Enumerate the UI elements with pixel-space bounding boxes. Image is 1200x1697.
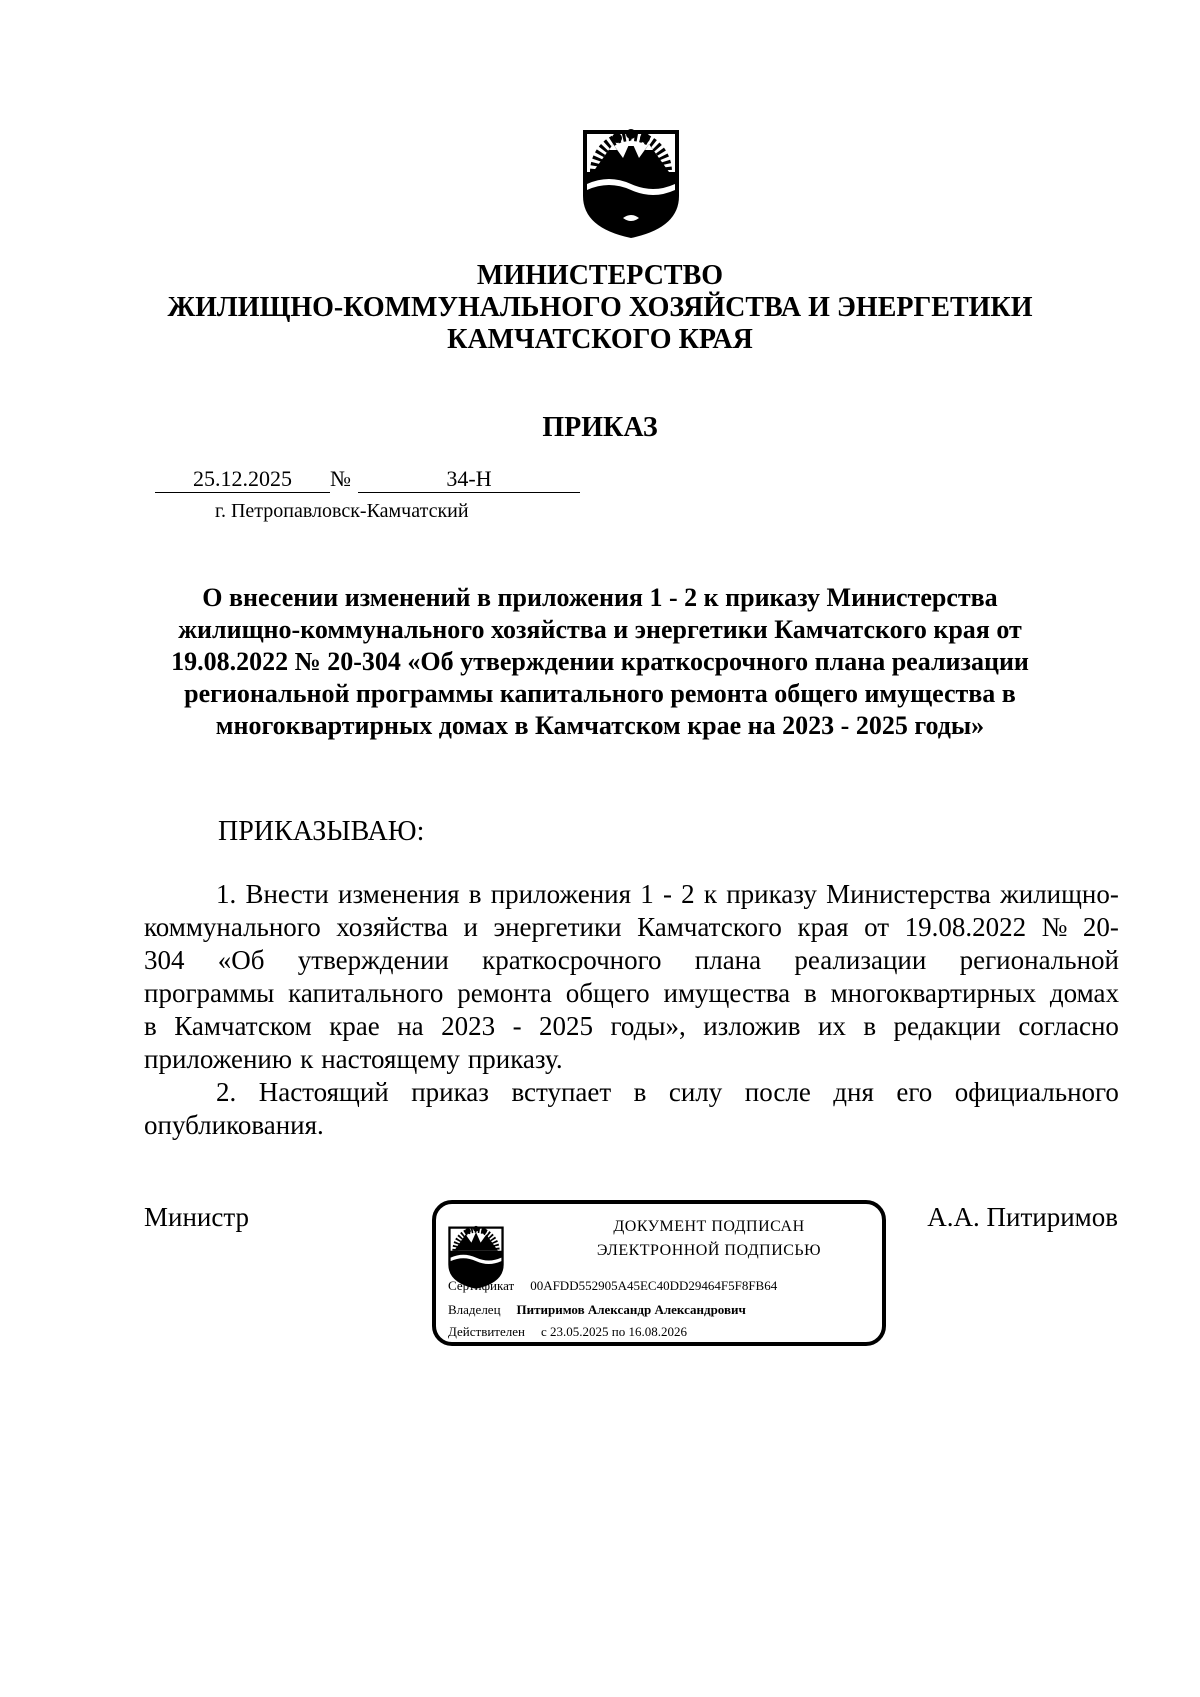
- document-title: [148, 582, 1052, 742]
- coat-of-arms-icon: [579, 112, 683, 240]
- body-word: в: [468, 879, 482, 909]
- body-word: Камчатском: [174, 1011, 312, 1041]
- body-word: его: [896, 1077, 933, 1107]
- body-word: в: [804, 978, 817, 1008]
- body-word: вступает: [511, 1077, 612, 1107]
- body-word: и: [463, 912, 478, 942]
- body-word: их: [817, 1011, 846, 1041]
- body-line: [144, 1010, 1119, 1043]
- body-word: в: [144, 1011, 157, 1041]
- certificate-value: 00AFDD552905A45EC40DD29464F5F8FB64: [530, 1278, 778, 1293]
- body-word: крае: [329, 1011, 380, 1041]
- body-line: [144, 1109, 1119, 1142]
- body-line: [144, 977, 1119, 1010]
- order-body: [144, 878, 1119, 1142]
- body-line: [144, 944, 1119, 977]
- body-word: общего: [565, 978, 650, 1008]
- body-word: опубликования.: [144, 1110, 324, 1140]
- body-word: -: [662, 879, 672, 909]
- order-number: 34-Н: [358, 466, 580, 493]
- body-word: согласно: [1018, 1011, 1119, 1041]
- body-word: коммунального: [144, 912, 321, 942]
- number-label: №: [330, 466, 351, 491]
- body-word: 20-: [1082, 912, 1119, 942]
- body-word: капитального: [288, 978, 444, 1008]
- order-word: ПРИКАЗЫВАЮ:: [218, 816, 425, 847]
- city: г. Петропавловск-Камчатский: [215, 500, 469, 522]
- body-word: приказу.: [467, 1044, 563, 1074]
- stamp-certificate: [448, 1278, 777, 1294]
- body-word: программы: [144, 978, 275, 1008]
- signatory-name: А.А. Питиримов: [927, 1202, 1118, 1232]
- body-word: энергетики: [493, 912, 622, 942]
- body-word: Камчатского: [637, 912, 782, 942]
- title-line: региональной программы капитального ремонта общего имущества в: [184, 679, 1016, 708]
- body-word: плана: [694, 945, 762, 975]
- ministry-name-line-2: ЖИЛИЩНО-КОММУНАЛЬНОГО ХОЗЯЙСТВА И ЭНЕРГЕТИКИ: [167, 292, 1033, 323]
- body-line: [144, 911, 1119, 944]
- body-word: жилищно-: [1000, 879, 1119, 909]
- title-line: многоквартирных домах в Камчатском крае на 2023 - 2025 годы»: [215, 711, 985, 740]
- body-word: официального: [954, 1077, 1119, 1107]
- body-word: дня: [833, 1077, 874, 1107]
- body-word: №: [1041, 912, 1068, 942]
- body-word: к: [300, 1044, 314, 1074]
- body-word: 1.: [216, 879, 237, 909]
- body-word: имущества: [663, 978, 791, 1008]
- body-word: реализации: [794, 945, 927, 975]
- owner-value: Питиримов Александр Александрович: [516, 1302, 746, 1317]
- body-word: Настоящий: [258, 1077, 389, 1107]
- body-word: хозяйства: [336, 912, 448, 942]
- ministry-name-line-1: МИНИСТЕРСТВО: [476, 260, 724, 291]
- body-word: на: [397, 1011, 424, 1041]
- body-word: от: [864, 912, 890, 942]
- stamp-owner: [448, 1302, 746, 1318]
- body-word: краткосрочного: [482, 945, 662, 975]
- title-line: О внесении изменений в приложения 1 - 2 к приказу Министерства: [202, 583, 998, 612]
- body-word: 2.: [216, 1077, 237, 1107]
- body-word: силу: [668, 1077, 723, 1107]
- body-word: многоквартирных: [830, 978, 1037, 1008]
- stamp-heading-line-2: ЭЛЕКТРОННОЙ ПОДПИСЬЮ: [596, 1242, 822, 1259]
- body-line: [144, 1076, 1119, 1109]
- body-word: приложения: [490, 879, 632, 909]
- electronic-signature-stamp: [432, 1200, 886, 1346]
- body-word: 2025: [539, 1011, 594, 1041]
- body-word: утверждении: [297, 945, 449, 975]
- body-word: -: [512, 1011, 522, 1041]
- body-word: региональной: [959, 945, 1119, 975]
- title-line: 19.08.2022 № 20-304 «Об утверждении краткосрочного плана реализации: [171, 647, 1029, 676]
- body-word: 2023: [441, 1011, 496, 1041]
- body-word: 304: [144, 945, 185, 975]
- body-word: приказ: [411, 1077, 489, 1107]
- body-word: к: [703, 879, 717, 909]
- body-word: в: [633, 1077, 647, 1107]
- body-line: [144, 878, 1119, 911]
- body-word: в: [863, 1011, 877, 1041]
- body-word: Внести: [245, 879, 329, 909]
- body-word: «Об: [217, 945, 265, 975]
- body-word: редакции: [893, 1011, 1001, 1041]
- stamp-heading-line-1: ДОКУМЕНТ ПОДПИСАН: [613, 1218, 805, 1235]
- body-word: 2: [681, 879, 695, 909]
- body-word: приказу: [726, 879, 817, 909]
- signatory-position: Министр: [144, 1202, 249, 1232]
- body-word: ремонта: [457, 978, 552, 1008]
- body-word: годы»,: [610, 1011, 686, 1041]
- body-word: Министерства: [826, 879, 991, 909]
- order-date: 25.12.2025: [155, 466, 330, 493]
- body-word: после: [744, 1077, 811, 1107]
- certificate-label: Сертификат: [448, 1278, 515, 1293]
- validity-value: с 23.05.2025 по 16.08.2026: [540, 1324, 687, 1339]
- body-word: настоящему: [321, 1044, 460, 1074]
- body-word: изменения: [338, 879, 460, 909]
- owner-label: Владелец: [448, 1302, 501, 1317]
- body-word: домах: [1049, 978, 1119, 1008]
- body-line: [144, 1043, 1119, 1076]
- validity-label: Действителен: [448, 1324, 525, 1339]
- body-word: приложению: [144, 1044, 293, 1074]
- body-word: 1: [640, 879, 654, 909]
- stamp-validity: [448, 1324, 687, 1340]
- document-type: ПРИКАЗ: [542, 412, 658, 443]
- body-word: изложив: [703, 1011, 801, 1041]
- ministry-name-line-3: КАМЧАТСКОГО КРАЯ: [447, 324, 753, 355]
- title-line: жилищно-коммунального хозяйства и энергетики Камчатского края от: [178, 615, 1022, 644]
- body-word: края: [797, 912, 849, 942]
- body-word: 19.08.2022: [904, 912, 1027, 942]
